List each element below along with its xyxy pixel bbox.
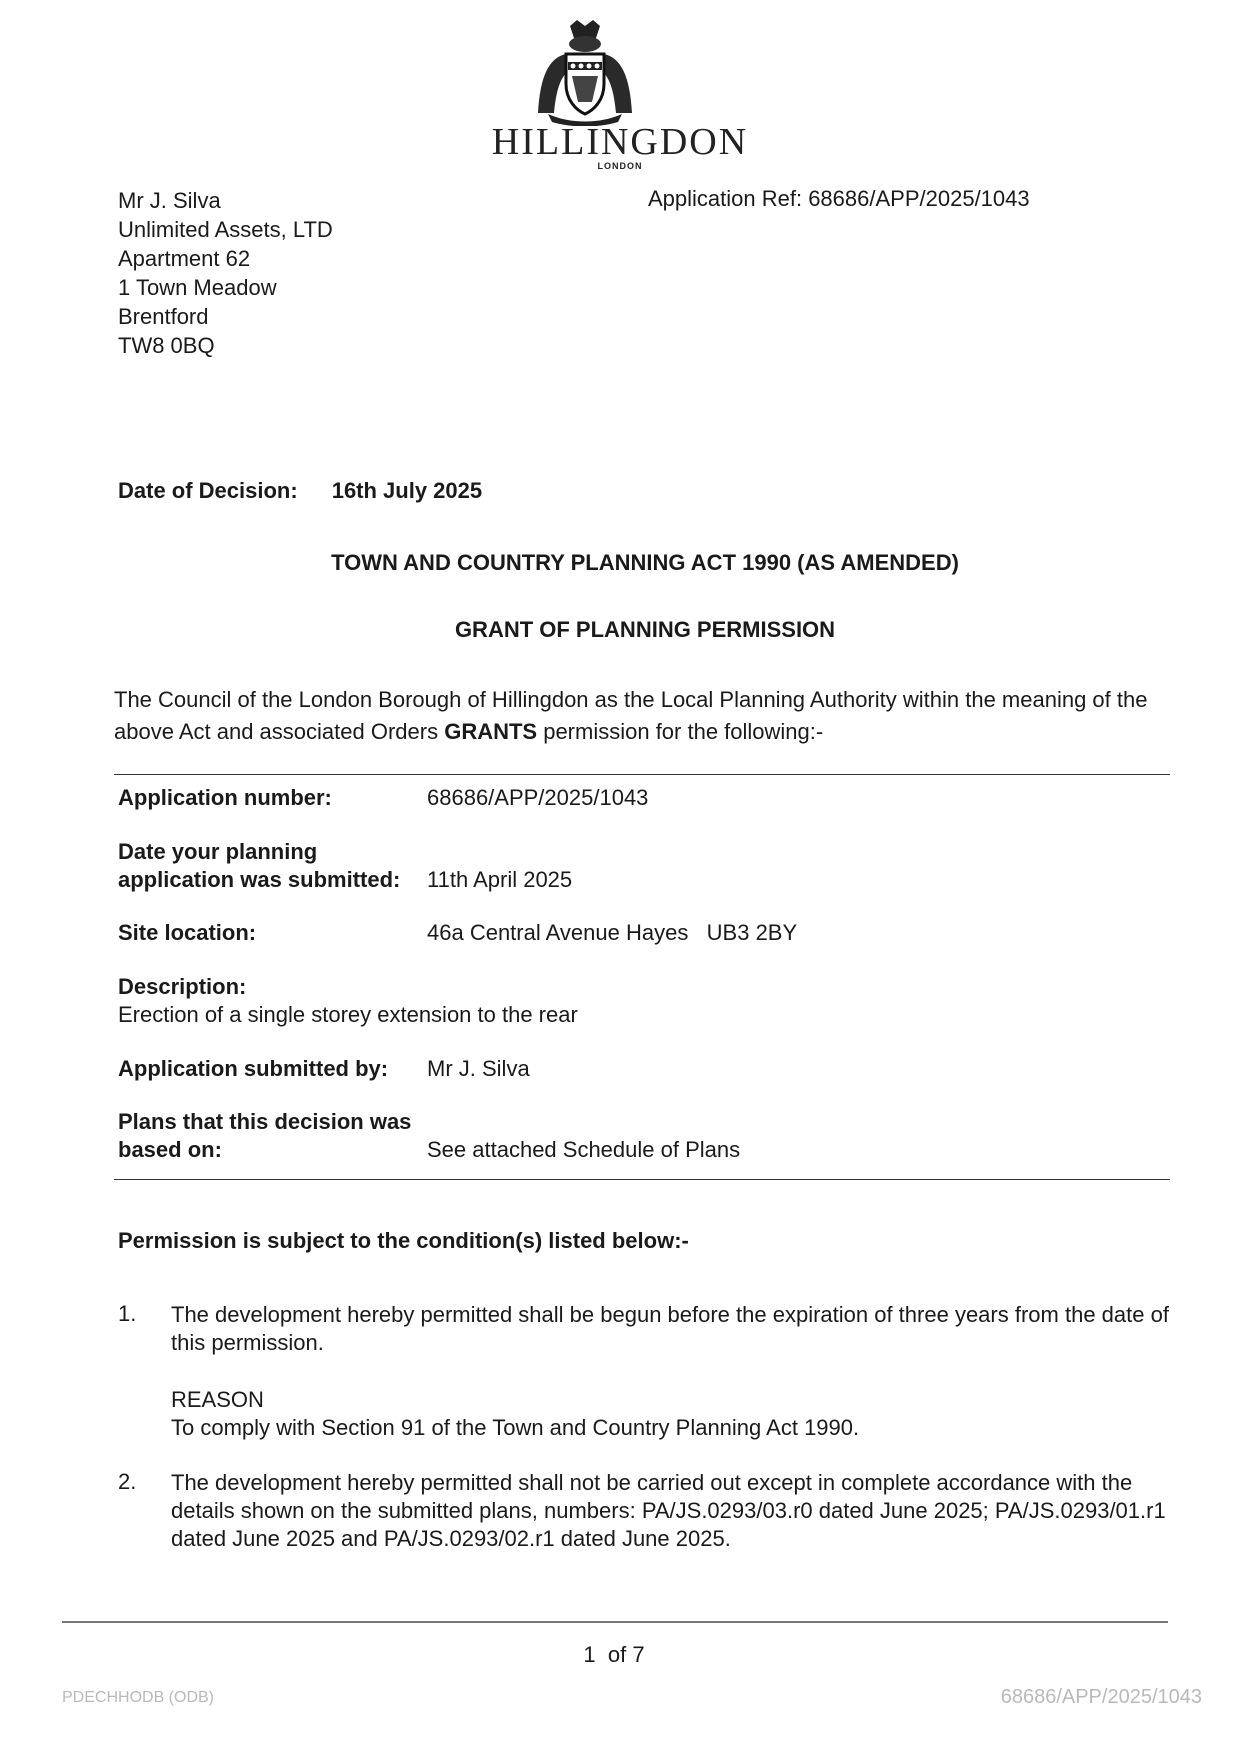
borough-crest-icon bbox=[530, 18, 640, 126]
brand-wordmark: HILLINGDON bbox=[491, 121, 749, 163]
submitted-label-line: Date your planning bbox=[118, 839, 318, 864]
address-line: Unlimited Assets, LTD bbox=[118, 217, 333, 242]
submitted-by-label: Application submitted by: bbox=[118, 1056, 389, 1081]
footer-reference: 68686/APP/2025/1043 bbox=[1000, 1686, 1202, 1708]
plans-value: See attached Schedule of Plans bbox=[427, 1137, 741, 1162]
intro-paragraph bbox=[114, 684, 1174, 748]
site-location-value: 46a Central Avenue Hayes UB3 2BY bbox=[427, 920, 798, 945]
address-line: Mr J. Silva bbox=[118, 188, 221, 213]
condition-text: The development hereby permitted shall be begun before the expiration of three years from the date of this permission. bbox=[171, 1302, 1169, 1355]
address-line: TW8 0BQ bbox=[118, 333, 215, 358]
decision-date bbox=[118, 478, 482, 504]
condition-reason: To comply with Section 91 of the Town and Country Planning Act 1990. bbox=[171, 1415, 860, 1440]
brand-subtitle: LONDON bbox=[597, 161, 643, 171]
grant-title: GRANT OF PLANNING PERMISSION bbox=[454, 617, 836, 642]
submitted-label-line: application was submitted: bbox=[118, 867, 401, 892]
plans-label-line: Plans that this decision was bbox=[118, 1109, 412, 1134]
application-number-label: Application number: bbox=[118, 785, 332, 810]
page-number: 1 of 7 bbox=[583, 1642, 645, 1667]
condition-text: The development hereby permitted shall not be carried out except in complete accordance with the details shown on the submitted plans, numbers: PA/JS.0293/03.r0 dated June 2025; PA/JS.0293/01.r1 dated June 2025 and PA/JS.0293/02.r1 dated June 2025. bbox=[171, 1470, 1166, 1551]
intro-text-before: The Council of the London Borough of Hillingdon as the Local Planning Authority within the meaning of the above Act and associated Orders bbox=[114, 687, 1148, 744]
address-line: Brentford bbox=[118, 304, 209, 329]
application-reference: Application Ref: 68686/APP/2025/1043 bbox=[648, 186, 1030, 211]
condition-reason-label: REASON bbox=[171, 1387, 264, 1412]
plans-label-line: based on: bbox=[118, 1137, 222, 1162]
description-value: Erection of a single storey extension to the rear bbox=[118, 1002, 578, 1027]
table-top-rule bbox=[114, 774, 1170, 775]
footer-rule bbox=[62, 1621, 1168, 1623]
condition-number: 1. bbox=[118, 1301, 137, 1326]
application-number-value: 68686/APP/2025/1043 bbox=[427, 785, 649, 810]
plans-label bbox=[118, 1108, 411, 1164]
footer-document-code: PDECHHODB (ODB) bbox=[62, 1689, 215, 1706]
conditions-heading: Permission is subject to the condition(s) listed below:- bbox=[118, 1228, 689, 1253]
act-title: TOWN AND COUNTRY PLANNING ACT 1990 (AS AMENDED) bbox=[331, 550, 959, 575]
decision-date-value: 16th July 2025 bbox=[331, 478, 483, 503]
address-line: Apartment 62 bbox=[118, 246, 251, 271]
decision-date-label: Date of Decision: bbox=[118, 478, 298, 503]
intro-text-after: permission for the following:- bbox=[537, 719, 824, 744]
description-label: Description: bbox=[118, 974, 247, 999]
submitted-label bbox=[118, 838, 400, 894]
table-bottom-rule bbox=[114, 1179, 1170, 1180]
site-location-label: Site location: bbox=[118, 920, 257, 945]
condition-number: 2. bbox=[118, 1469, 137, 1494]
recipient-address bbox=[118, 186, 333, 360]
submitted-by-value: Mr J. Silva bbox=[427, 1056, 530, 1081]
intro-emphasis: GRANTS bbox=[444, 719, 538, 744]
submitted-value: 11th April 2025 bbox=[427, 867, 573, 892]
address-line: 1 Town Meadow bbox=[118, 275, 277, 300]
